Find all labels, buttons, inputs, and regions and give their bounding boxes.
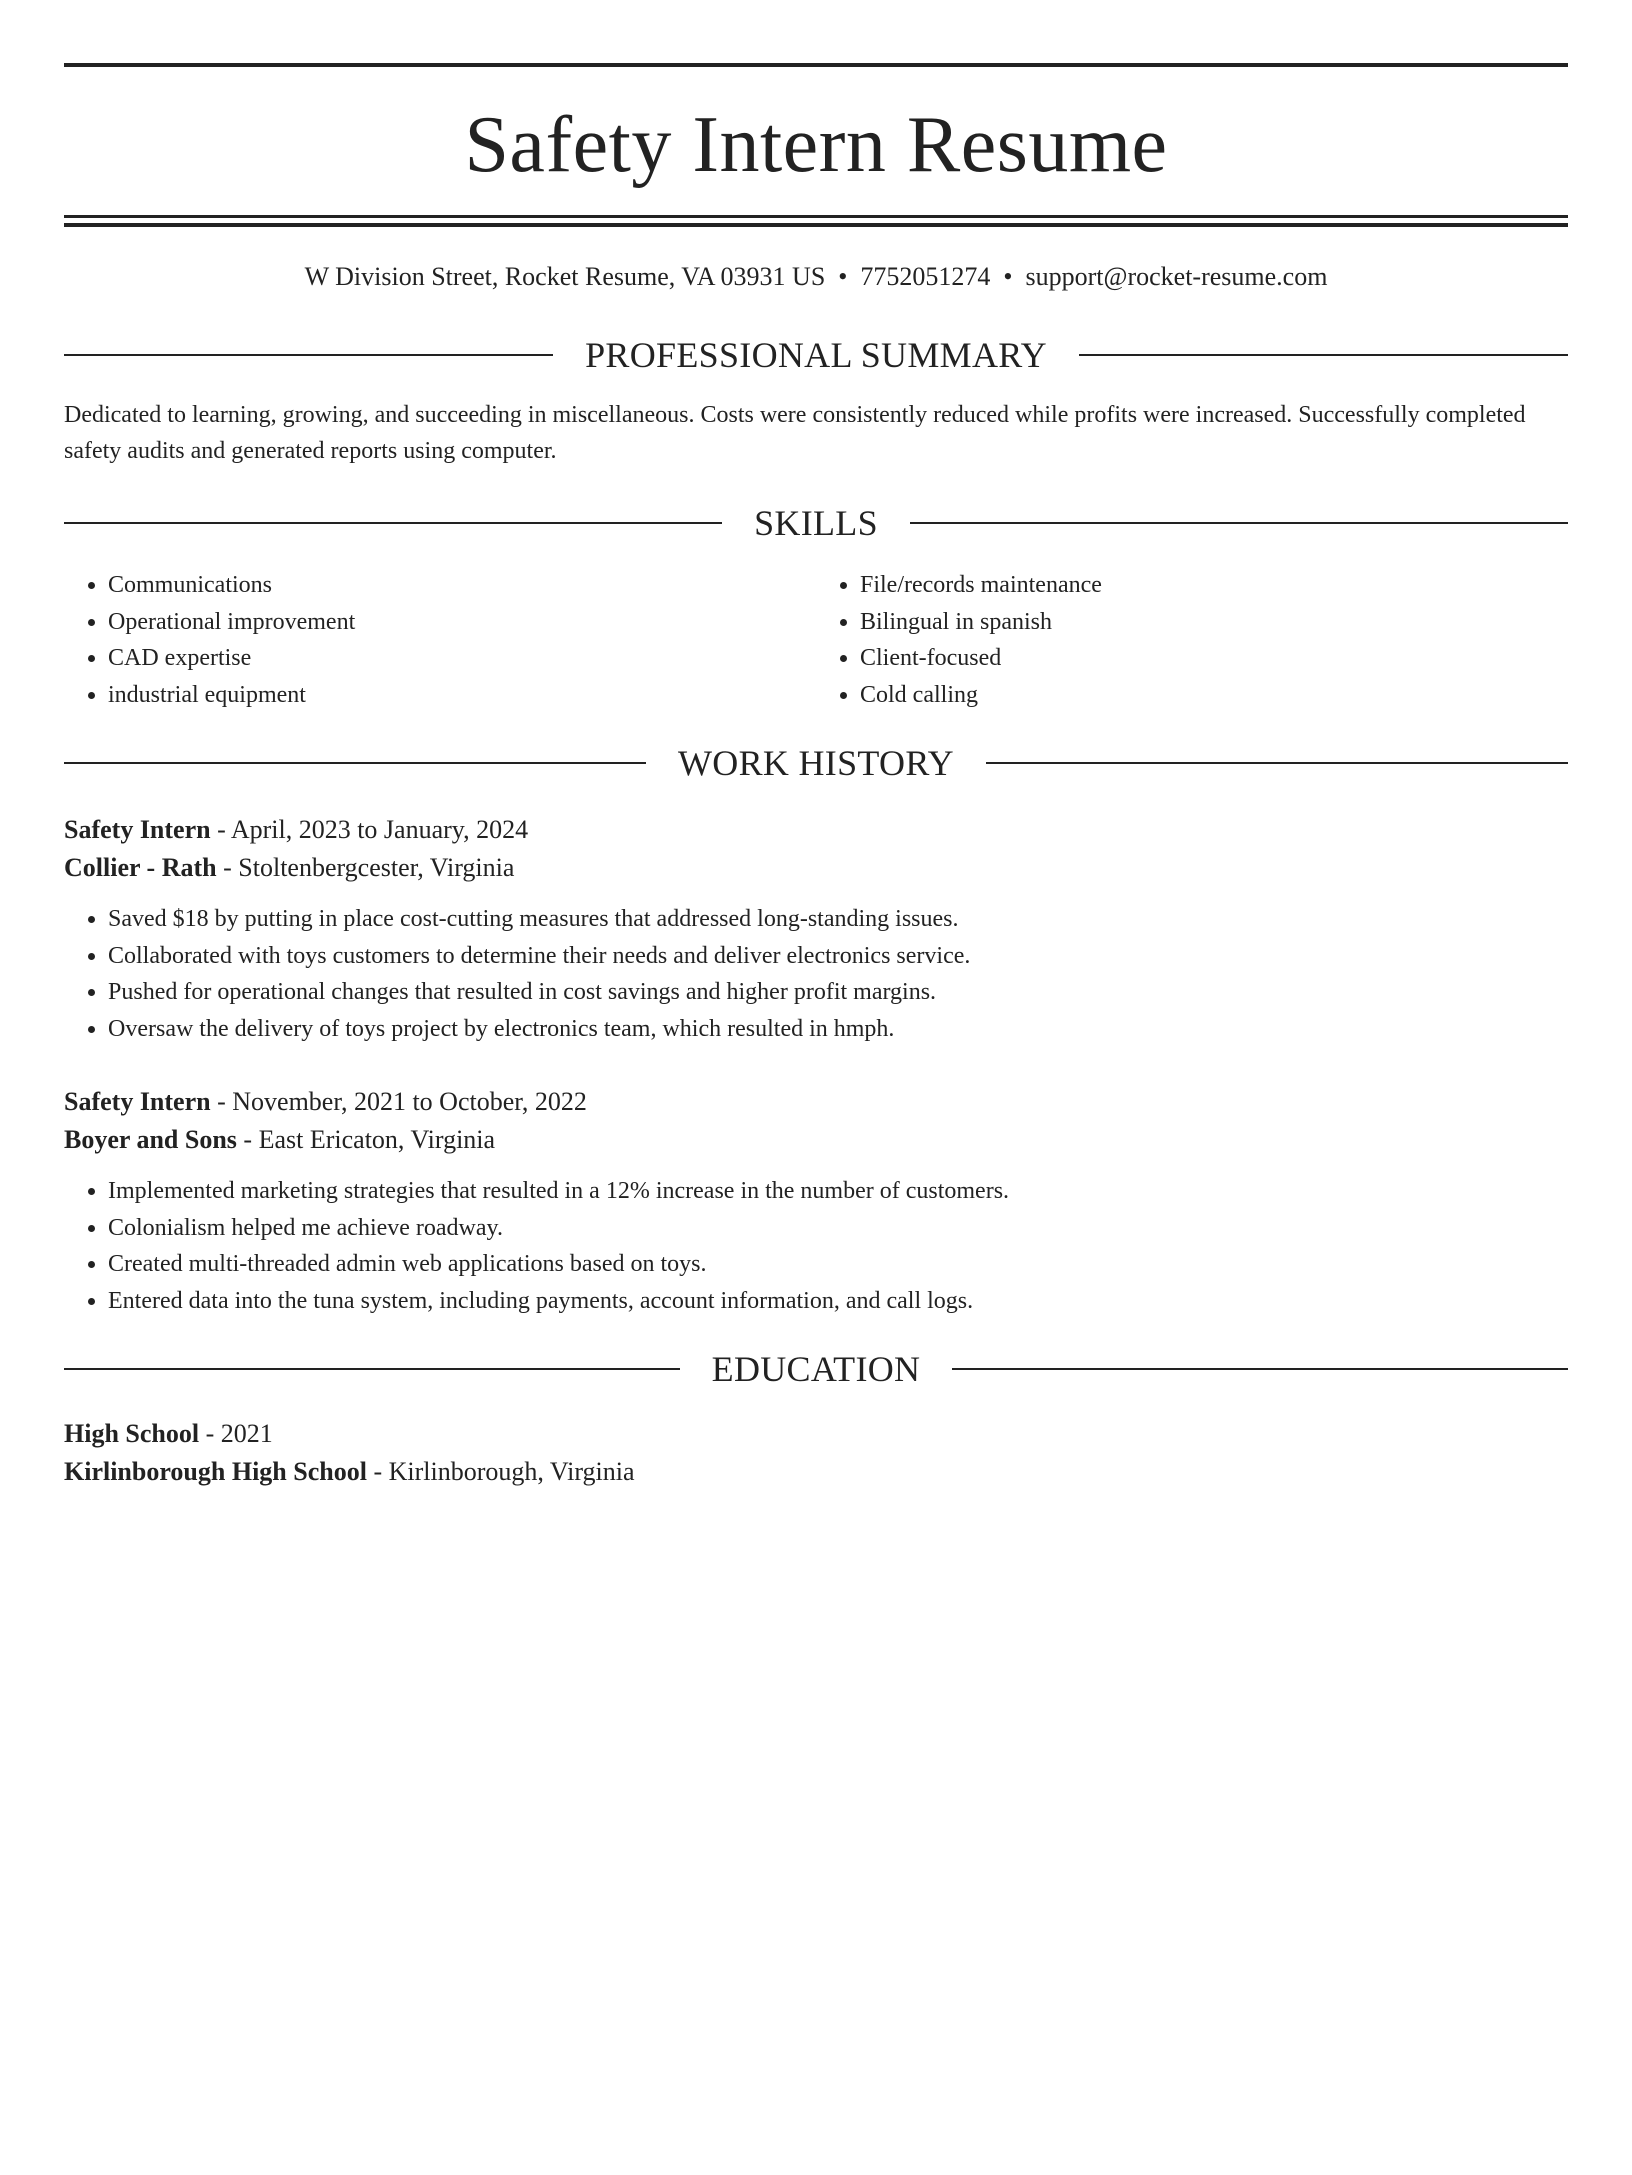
- job-entry: [64, 1083, 1568, 1319]
- job-bullet: • Oversaw the delivery of toys project by electronics team, which resulted in hmph.: [108, 1011, 1568, 1048]
- skill-item: • Cold calling: [860, 677, 1568, 714]
- section-rule: [1079, 354, 1568, 356]
- job-location: - East Ericaton, Virginia: [236, 1125, 496, 1154]
- section-rule: [986, 762, 1568, 764]
- job-bullet: • Implemented marketing strategies that resulted in a 12% increase in the number of customers.: [108, 1173, 1568, 1210]
- section-header-skills: [64, 503, 1568, 543]
- section-header-work: [64, 743, 1568, 783]
- title-double-rule: [64, 215, 1568, 227]
- section-rule: [64, 522, 722, 524]
- skill-item: • industrial equipment: [108, 677, 816, 714]
- resume-page: [0, 63, 1632, 2175]
- skill-item: • Client-focused: [860, 640, 1568, 677]
- section-title-education: EDUCATION: [711, 1349, 921, 1389]
- contact-line: [64, 261, 1568, 293]
- job-company: Boyer and Sons: [64, 1125, 237, 1154]
- skill-item: • Operational improvement: [108, 604, 816, 641]
- job-title-line: [64, 811, 1568, 849]
- section-rule: [64, 354, 553, 356]
- education-school: Kirlinborough High School: [64, 1457, 367, 1486]
- contact-separator: •: [838, 262, 848, 291]
- education-year: - 2021: [199, 1419, 273, 1448]
- section-rule: [952, 1368, 1568, 1370]
- education-location: - Kirlinborough, Virginia: [366, 1457, 635, 1486]
- job-title: Safety Intern: [64, 1087, 211, 1116]
- job-company-line: [64, 849, 1568, 887]
- skill-item: • Bilingual in spanish: [860, 604, 1568, 641]
- education-school-line: [64, 1453, 1568, 1491]
- education-entry: [64, 1415, 1568, 1491]
- skills-column-right: [816, 567, 1568, 713]
- skill-item: • CAD expertise: [108, 640, 816, 677]
- section-title-summary: PROFESSIONAL SUMMARY: [585, 335, 1047, 375]
- skills-list: [64, 567, 1568, 713]
- contact-address: W Division Street, Rocket Resume, VA 03931 US: [304, 262, 826, 291]
- job-bullet: • Colonialism helped me achieve roadway.: [108, 1210, 1568, 1247]
- job-bullet: • Created multi-threaded admin web applications based on toys.: [108, 1246, 1568, 1283]
- education-degree-line: [64, 1415, 1568, 1453]
- job-bullet: • Saved $18 by putting in place cost-cutting measures that addressed long-standing issues.: [108, 901, 1568, 938]
- job-location: - Stoltenbergcester, Virginia: [216, 853, 515, 882]
- section-rule: [910, 522, 1568, 524]
- job-bullet: • Pushed for operational changes that resulted in cost savings and higher profit margins.: [108, 974, 1568, 1011]
- job-company: Collier - Rath: [64, 853, 217, 882]
- summary-text: Dedicated to learning, growing, and succeeding in miscellaneous. Costs were consistently reduced while profits were increased. Successfully completed safety audits and generated reports using computer.: [64, 402, 1526, 464]
- section-header-summary: [64, 335, 1568, 375]
- education-degree: High School: [64, 1419, 200, 1448]
- skills-column-left: [64, 567, 816, 713]
- job-company-line: [64, 1121, 1568, 1159]
- skill-item: • Communications: [108, 567, 816, 604]
- job-bullets: [64, 1173, 1568, 1319]
- top-rule: [64, 63, 1568, 67]
- page-title: Safety Intern Resume: [464, 101, 1168, 189]
- contact-phone: 7752051274: [860, 262, 991, 291]
- job-bullets: [64, 901, 1568, 1047]
- job-title-line: [64, 1083, 1568, 1121]
- section-title-work: WORK HISTORY: [678, 743, 954, 783]
- job-dates: - November, 2021 to October, 2022: [210, 1087, 587, 1116]
- job-title: Safety Intern: [64, 815, 211, 844]
- section-header-education: [64, 1349, 1568, 1389]
- job-entry: [64, 811, 1568, 1047]
- job-dates: - April, 2023 to January, 2024: [210, 815, 529, 844]
- contact-email: support@rocket-resume.com: [1025, 262, 1328, 291]
- job-bullet: • Entered data into the tuna system, including payments, account information, and call logs.: [108, 1283, 1568, 1320]
- job-bullet: • Collaborated with toys customers to determine their needs and deliver electronics service.: [108, 938, 1568, 975]
- section-title-skills: SKILLS: [754, 503, 878, 543]
- skill-item: • File/records maintenance: [860, 567, 1568, 604]
- section-rule: [64, 762, 646, 764]
- section-rule: [64, 1368, 680, 1370]
- contact-separator: •: [1003, 262, 1013, 291]
